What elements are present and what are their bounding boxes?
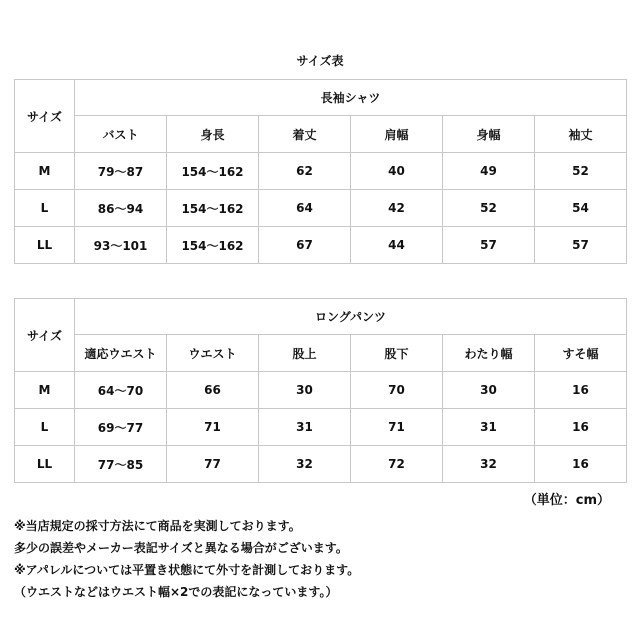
value-cell: 54	[535, 190, 627, 227]
value-cell: 31	[443, 409, 535, 446]
column-header: わたり幅	[443, 335, 535, 372]
value-cell: 57	[535, 227, 627, 264]
note-line: ※アパレルについては平置き状態にて外寸を計測しております。	[14, 563, 360, 577]
table-row	[15, 372, 627, 409]
table-row	[15, 190, 627, 227]
value-cell: 86〜94	[75, 190, 167, 227]
size-cell: LL	[15, 446, 75, 483]
value-cell: 72	[351, 446, 443, 483]
value-cell: 30	[259, 372, 351, 409]
value-cell: 154〜162	[167, 227, 259, 264]
value-cell: 64〜70	[75, 372, 167, 409]
value-cell: 32	[259, 446, 351, 483]
table-row	[15, 227, 627, 264]
value-cell: 57	[443, 227, 535, 264]
value-cell: 67	[259, 227, 351, 264]
table-row	[15, 446, 627, 483]
value-cell: 154〜162	[167, 153, 259, 190]
value-cell: 77	[167, 446, 259, 483]
value-cell: 52	[443, 190, 535, 227]
note-line: 多少の誤差やメーカー表記サイズと異なる場合がございます。	[14, 541, 348, 555]
column-header: 身幅	[443, 116, 535, 153]
column-header: 適応ウエスト	[75, 335, 167, 372]
value-cell: 52	[535, 153, 627, 190]
value-cell: 16	[535, 409, 627, 446]
column-header: 身長	[167, 116, 259, 153]
value-cell: 32	[443, 446, 535, 483]
value-cell: 16	[535, 372, 627, 409]
value-cell: 42	[351, 190, 443, 227]
category-header: 長袖シャツ	[75, 80, 627, 116]
value-cell: 71	[167, 409, 259, 446]
column-header: 股上	[259, 335, 351, 372]
column-header: ウエスト	[167, 335, 259, 372]
column-header: すそ幅	[535, 335, 627, 372]
value-cell: 49	[443, 153, 535, 190]
value-cell: 64	[259, 190, 351, 227]
size-cell: M	[15, 372, 75, 409]
value-cell: 79〜87	[75, 153, 167, 190]
value-cell: 70	[351, 372, 443, 409]
page-title: サイズ表	[296, 54, 344, 68]
table-row	[15, 153, 627, 190]
value-cell: 16	[535, 446, 627, 483]
value-cell: 30	[443, 372, 535, 409]
column-header: 肩幅	[351, 116, 443, 153]
table-row	[15, 409, 627, 446]
value-cell: 31	[259, 409, 351, 446]
size-header: サイズ	[15, 80, 75, 153]
pants-size-table	[14, 298, 627, 483]
value-cell: 69〜77	[75, 409, 167, 446]
unit-label: （単位：cm）	[523, 493, 610, 508]
column-header: バスト	[75, 116, 167, 153]
column-header: 袖丈	[535, 116, 627, 153]
value-cell: 71	[351, 409, 443, 446]
size-cell: L	[15, 409, 75, 446]
size-cell: L	[15, 190, 75, 227]
value-cell: 77〜85	[75, 446, 167, 483]
shirt-size-table	[14, 79, 627, 264]
category-header: ロングパンツ	[75, 299, 627, 335]
value-cell: 62	[259, 153, 351, 190]
size-cell: M	[15, 153, 75, 190]
note-line: ※当店規定の採寸方法にて商品を実測しております。	[14, 519, 301, 533]
note-line: （ウエストなどはウエスト幅×2での表記になっています。）	[14, 585, 338, 599]
column-header: 股下	[351, 335, 443, 372]
notes	[14, 515, 614, 603]
size-header: サイズ	[15, 299, 75, 372]
size-cell: LL	[15, 227, 75, 264]
value-cell: 66	[167, 372, 259, 409]
value-cell: 154〜162	[167, 190, 259, 227]
column-header: 着丈	[259, 116, 351, 153]
value-cell: 40	[351, 153, 443, 190]
value-cell: 44	[351, 227, 443, 264]
value-cell: 93〜101	[75, 227, 167, 264]
